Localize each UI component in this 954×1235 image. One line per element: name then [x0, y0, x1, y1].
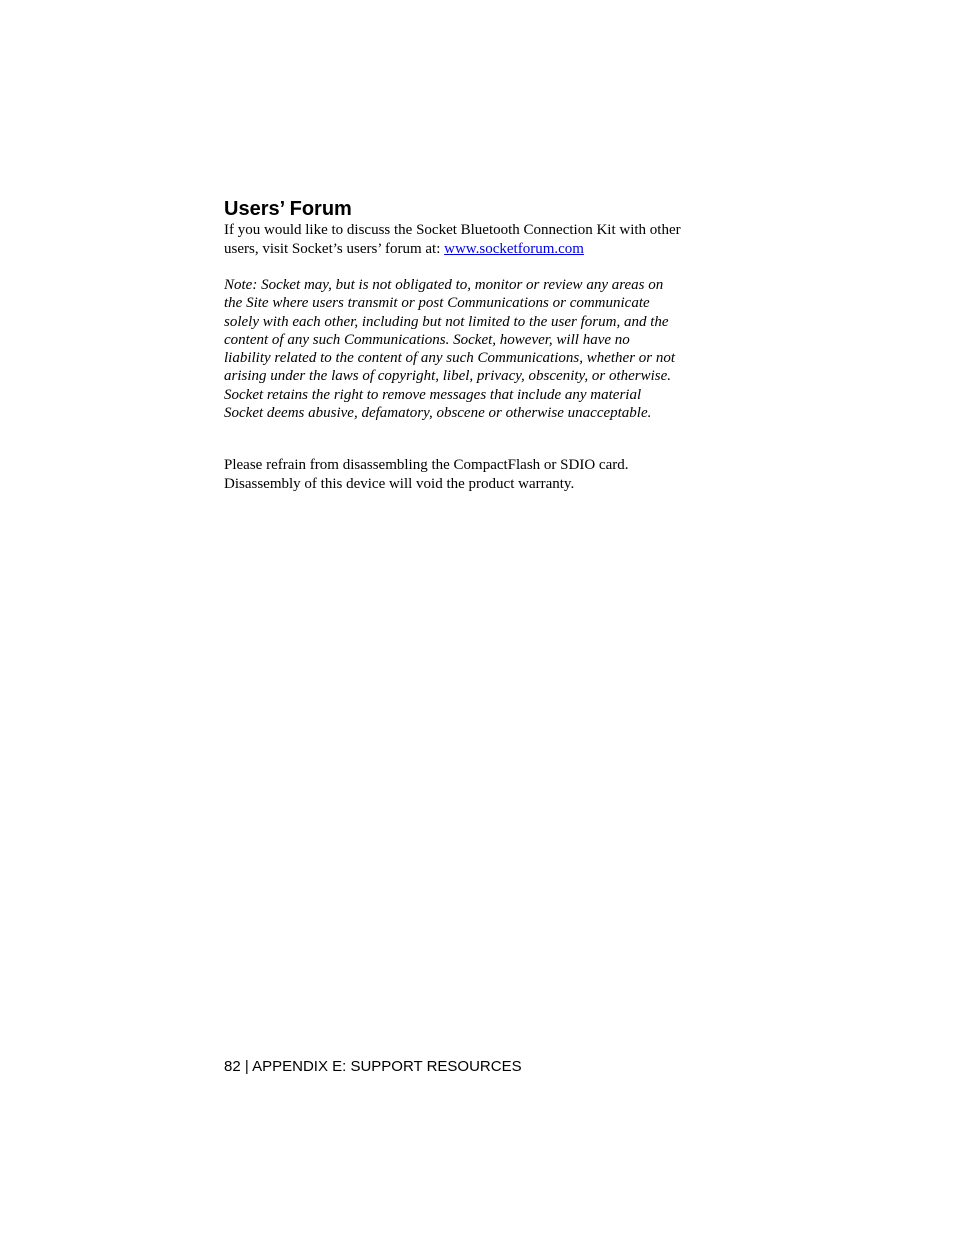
note-line: Note: Socket may, but is not obligated to, monitor or review any areas on: [224, 277, 664, 293]
note-line: liability related to the content of any such Communications, whether or not: [224, 350, 676, 367]
warranty-line-2: Disassembly of this device will void the product warranty.: [224, 476, 575, 493]
section-title: Users’ Forum: [224, 198, 352, 220]
page-footer: 82 | APPENDIX E: SUPPORT RESOURCES: [224, 1058, 522, 1075]
note-line: solely with each other, including but not limited to the user forum, and the: [224, 313, 669, 330]
note-line: Socket retains the right to remove messages that include any material: [224, 386, 642, 403]
warranty-line-1: Please refrain from disassembling the CompactFlash or SDIO card.: [224, 457, 629, 474]
forum-link[interactable]: www.socketforum.com: [444, 240, 584, 257]
intro-paragraph: [224, 221, 709, 258]
disclaimer-note: [224, 276, 709, 422]
note-line: arising under the laws of copyright, libel, privacy, obscenity, or otherwise.: [224, 368, 672, 385]
note-line: the Site where users transmit or post Communications or communicate: [224, 295, 650, 312]
intro-line-1: If you would like to discuss the Socket Bluetooth Connection Kit with other: [224, 222, 681, 238]
page-content: [224, 197, 709, 494]
warranty-paragraph: [224, 456, 709, 494]
note-line: Socket deems abusive, defamatory, obscene or otherwise unacceptable.: [224, 405, 652, 422]
note-line: content of any such Communications. Socket, however, will have no: [224, 331, 630, 348]
intro-line-2-text: users, visit Socket’s users’ forum at:: [224, 240, 445, 257]
intro-line-2: [224, 240, 709, 259]
